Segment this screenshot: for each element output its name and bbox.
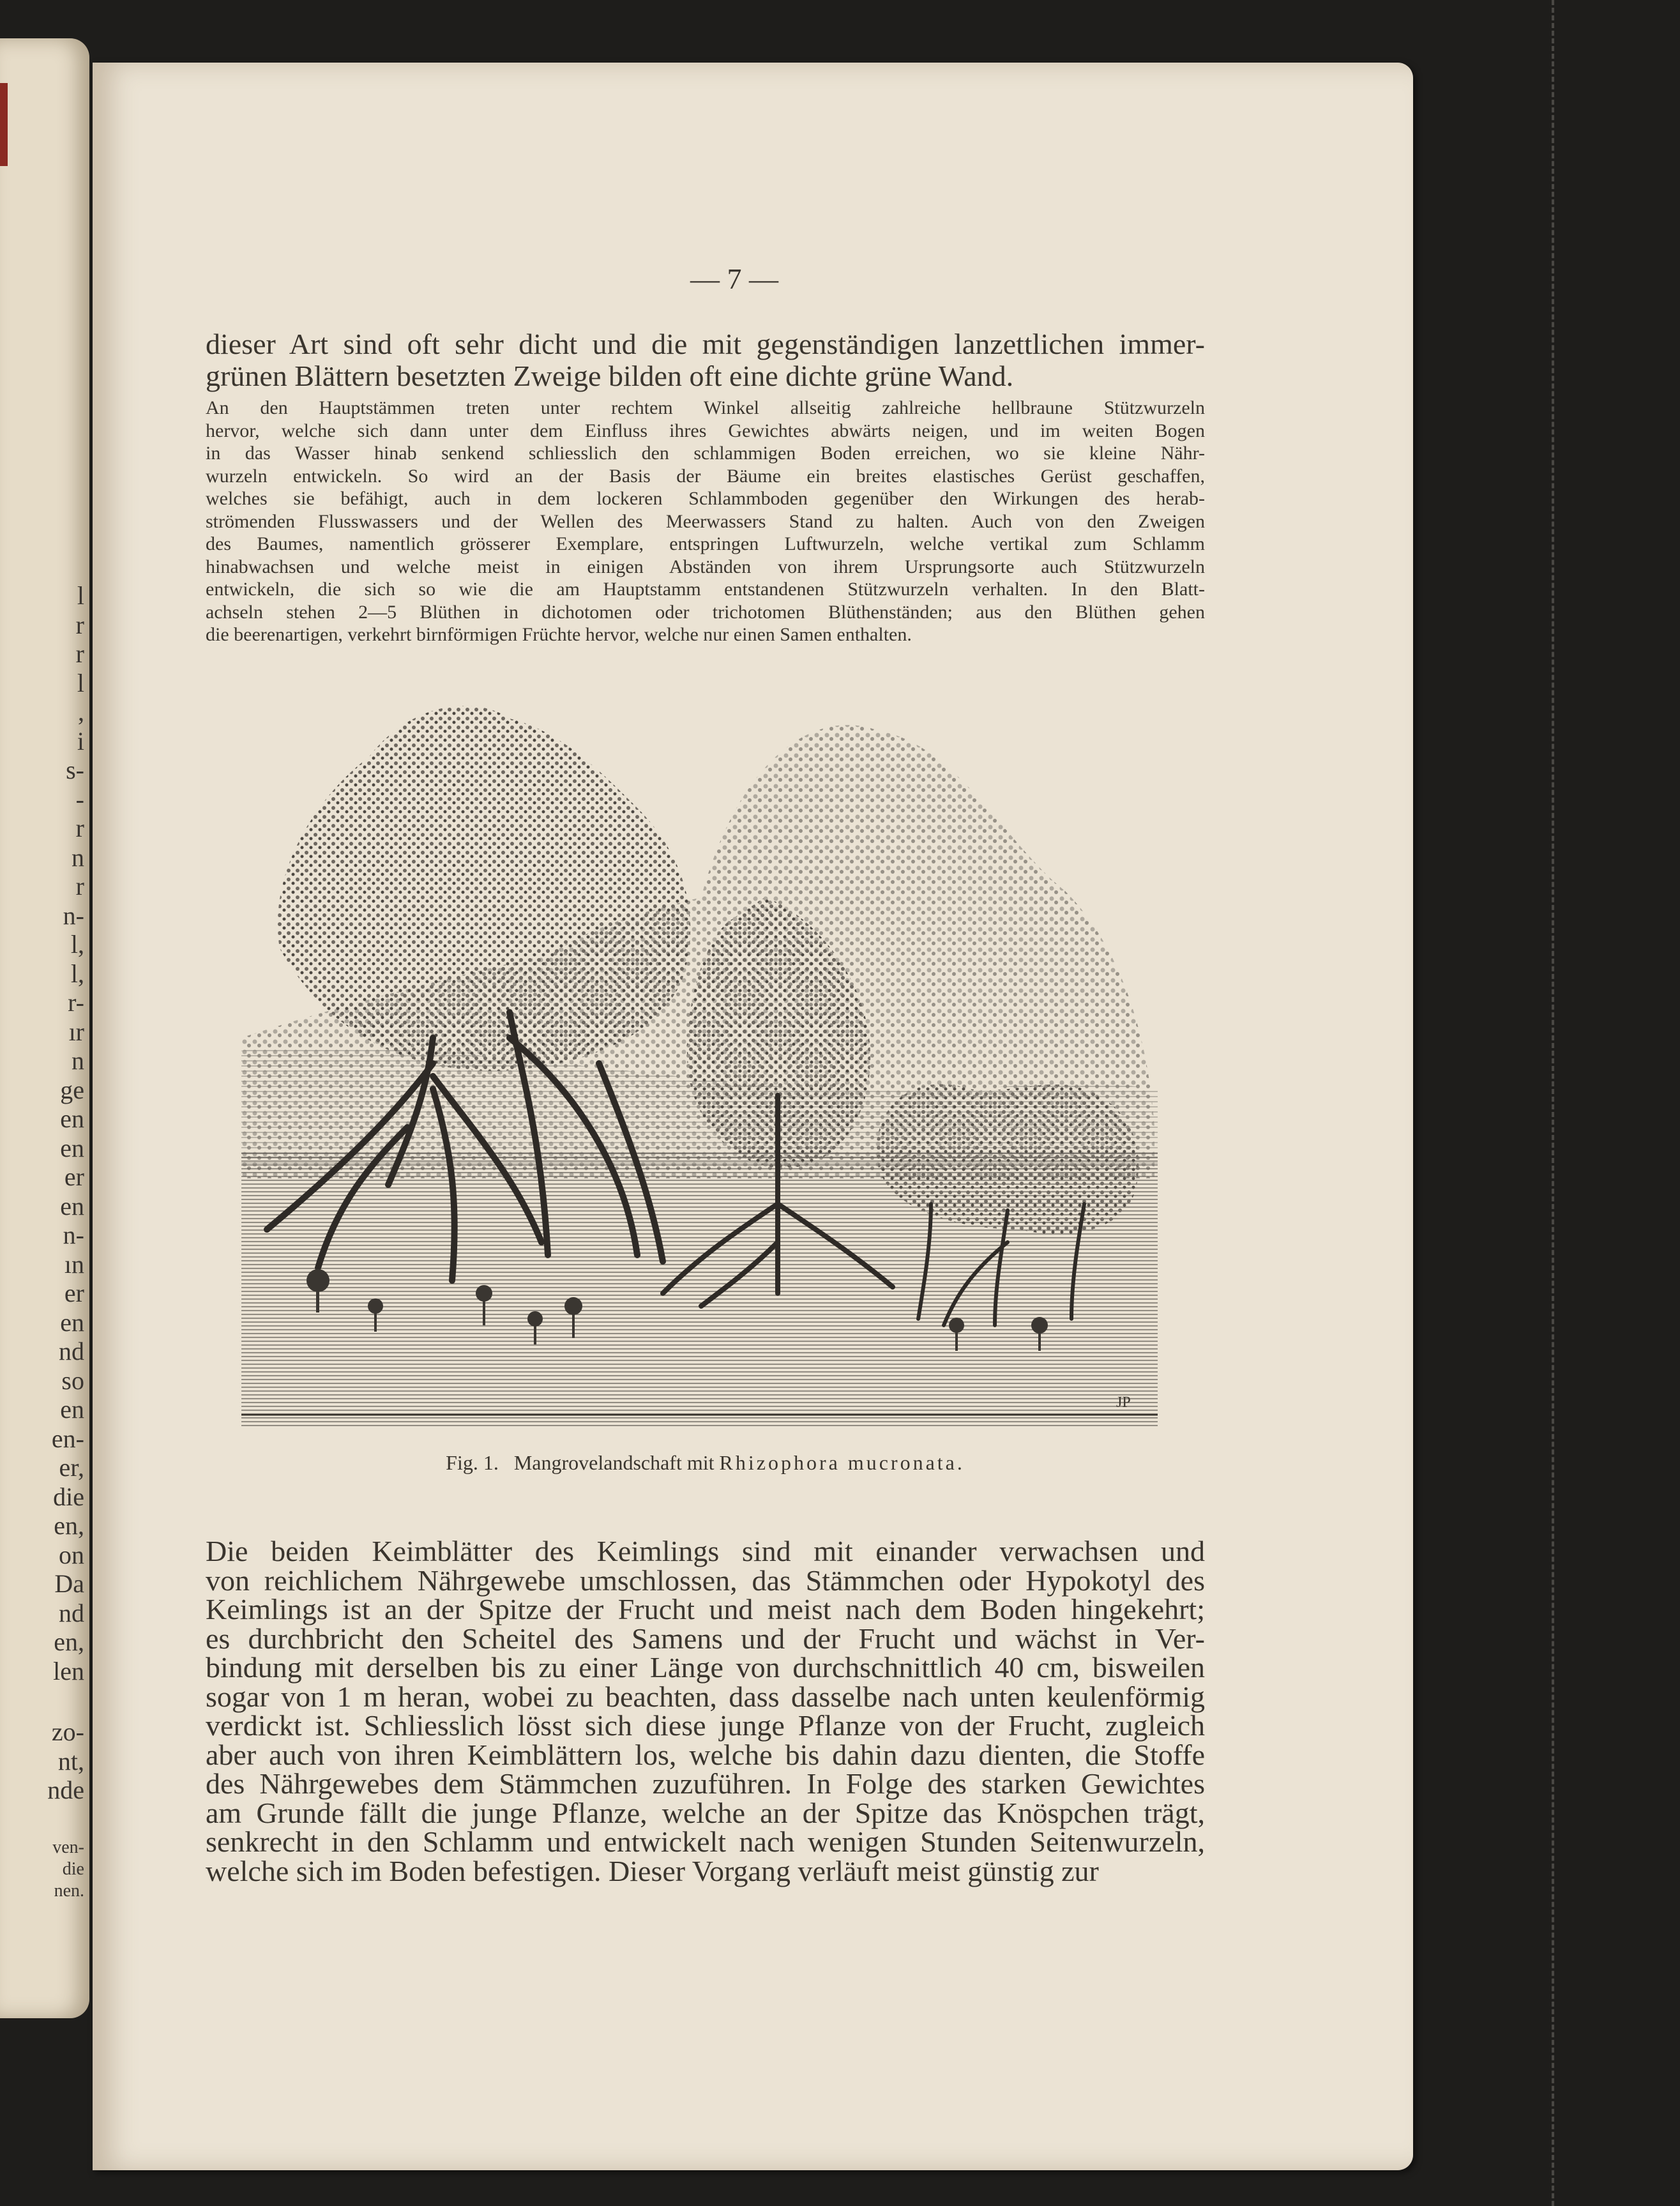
previous-page-fragment: en <box>60 1104 84 1133</box>
main-paragraph-line: des Nährgewebes dem Stämmchen zuzuführen. In Folge des starken Gewichtes <box>206 1767 1205 1800</box>
small-paragraph-line: des Baumes, namentlich grösserer Exemplare, entspringen Luftwurzeln, welche vertikal zum Schlamm <box>206 533 1205 554</box>
artist-signature: JP <box>1116 1394 1131 1411</box>
previous-page-fragment: r <box>75 814 84 842</box>
small-paragraph-line: die beerenartigen, verkehrt birnförmigen Früchte hervor, welche nur einen Samen enthalten. <box>206 624 912 645</box>
previous-page-fragment: len <box>53 1656 84 1685</box>
previous-page-fragment: Da <box>54 1569 84 1598</box>
main-paragraph-line: welche sich im Boden befestigen. Dieser Vorgang verläuft meist günstig zur <box>206 1854 1099 1887</box>
previous-page-fragment: ın <box>64 1249 84 1279</box>
figure-caption-species: Rhizophora mucronata. <box>719 1451 965 1474</box>
main-paragraph-line: Keimlings ist an der Spitze der Frucht und meist nach dem Boden hingekehrt; <box>206 1593 1205 1625</box>
main-paragraph-line: sogar von 1 m heran, wobei zu beachten, dass dasselbe nach unten keulenförmig <box>206 1680 1205 1713</box>
previous-page-fragment: r <box>75 610 84 639</box>
small-paragraph-line: strömenden Flusswassers und der Wellen des Meerwassers Stand zu halten. Auch von den Zweigen <box>206 510 1205 532</box>
main-paragraph-line: Die beiden Keimblätter des Keimlings sind mit einander verwachsen und <box>206 1535 1205 1567</box>
previous-page-fragment: n <box>72 1046 84 1075</box>
intro-line: dieser Art sind oft sehr dicht und die mit gegenständigen lanzettlichen immer- <box>206 328 1205 360</box>
previous-page-fragment: nen. <box>54 1880 84 1901</box>
main-paragraph-line: es durchbricht den Scheitel des Samens und der Frucht und wächst in Ver- <box>206 1622 1205 1655</box>
previous-page-fragment: - <box>75 784 84 814</box>
page-number: — 7 — <box>690 262 778 295</box>
left-tree-foliage <box>278 706 690 1070</box>
previous-page-fragment: ır <box>68 1017 84 1046</box>
small-paragraph-line: wurzeln entwickeln. So wird an der Basis der Bäume ein breites elastisches Gerüst geschaffen, <box>206 465 1205 487</box>
main-paragraph-line: am Grunde fällt die junge Pflanze, welche an der Spitze das Knöspchen trägt, <box>206 1796 1205 1829</box>
previous-page-fragment: nt, <box>57 1746 84 1776</box>
previous-page-fragment: en <box>60 1307 84 1337</box>
previous-page-fragment: r- <box>68 988 84 1017</box>
previous-page-fragment: en- <box>51 1424 84 1453</box>
previous-page-fragment: die <box>62 1859 84 1879</box>
previous-page-fragment: i <box>77 726 84 756</box>
previous-page-fragment: l <box>77 581 84 610</box>
previous-page-fragment: die <box>53 1482 84 1511</box>
previous-page-fragment: nd <box>59 1337 84 1365</box>
previous-page-fragment: er <box>64 1162 84 1191</box>
intro-line: grünen Blättern besetzten Zweige bilden oft eine dichte grüne Wand. <box>206 360 1014 392</box>
previous-page-fragment: en, <box>54 1627 84 1656</box>
previous-page-fragment: l <box>77 668 84 697</box>
previous-page-fragment: en <box>60 1133 84 1162</box>
previous-page-edge <box>0 38 89 2018</box>
previous-page-fragment: nd <box>59 1598 84 1627</box>
small-paragraph-line: An den Hauptstämmen treten unter rechtem Winkel allseitig zahlreiche hellbraune Stützwurzeln <box>206 397 1205 418</box>
small-paragraph-line: entwickeln, die sich so wie die am Hauptstamm entstandenen Stützwurzeln verhalten. In den Blatt- <box>206 579 1205 600</box>
previous-page-fragment: l, <box>70 930 84 959</box>
small-paragraph-line: in das Wasser hinab senkend schliesslich den schlammigen Boden erreichen, wo sie kleine Nähr- <box>206 443 1205 464</box>
background-stitching <box>1552 0 1554 2206</box>
previous-page-fragment: nde <box>47 1776 84 1804</box>
previous-page-fragment: n- <box>63 901 84 930</box>
main-paragraph-line: bindung mit derselben bis zu einer Länge von durchschnittlich 40 cm, bisweilen <box>206 1651 1205 1684</box>
previous-page-fragment: r <box>75 872 84 901</box>
previous-page-fragment: n <box>72 842 84 872</box>
main-paragraph-line: verdickt ist. Schliesslich lösst sich diese junge Pflanze von der Frucht, zugleich <box>206 1709 1205 1742</box>
red-bookmark-edge <box>0 83 8 166</box>
previous-page-fragment: en, <box>54 1511 84 1540</box>
figure-caption-text: Mangrovelandschaft mit <box>513 1451 715 1474</box>
small-paragraph-line: hervor, welche sich dann unter dem Einfluss ihres Gewichtes abwärts neigen, und im weiten Bogen <box>206 420 1205 441</box>
previous-page-fragment: l, <box>70 959 84 988</box>
previous-page-fragment: en <box>60 1395 84 1424</box>
previous-page-fragment: s- <box>66 756 84 784</box>
main-paragraph-line: von reichlichem Nährgewebe umschlossen, das Stämmchen oder Hypokotyl des <box>206 1563 1205 1597</box>
figure-caption <box>206 1451 1205 1475</box>
small-paragraph-line: hinabwachsen und welche meist in einigen Abständen von ihrem Ursprungsorte auch Stützwurzeln <box>206 556 1205 577</box>
previous-page-fragment: ven- <box>52 1837 84 1857</box>
previous-page-fragment: , <box>78 697 84 726</box>
previous-page-fragment: en <box>60 1191 84 1221</box>
previous-page-fragment: ge <box>60 1075 84 1104</box>
previous-page-fragment: on <box>59 1540 84 1569</box>
mangrove-illustration <box>241 680 1158 1427</box>
previous-page-fragment: er, <box>59 1453 84 1482</box>
main-paragraph-line: aber auch von ihren Keimblättern los, welche bis dahin dazu dienten, die Stoffe <box>206 1738 1205 1771</box>
previous-page-fragment: zo- <box>51 1717 84 1746</box>
small-paragraph-line: achseln stehen 2—5 Blüthen in dichotomen oder trichotomen Blüthenständen; aus den Blüthen gehen <box>206 601 1205 623</box>
previous-page-fragment: n- <box>63 1221 84 1249</box>
previous-page-fragment: so <box>61 1365 84 1395</box>
main-paragraph-line: senkrecht in den Schlamm und entwickelt nach wenigen Stunden Seitenwurzeln, <box>206 1825 1205 1858</box>
small-paragraph-line: welches sie befähigt, auch in dem lockeren Schlammboden gegenüber den Wirkungen des herab- <box>206 488 1205 509</box>
previous-page-text-fragments <box>0 581 84 1902</box>
previous-page-fragment: er <box>64 1279 84 1307</box>
figure-number: Fig. 1. <box>446 1451 499 1474</box>
previous-page-fragment: r <box>75 639 84 668</box>
